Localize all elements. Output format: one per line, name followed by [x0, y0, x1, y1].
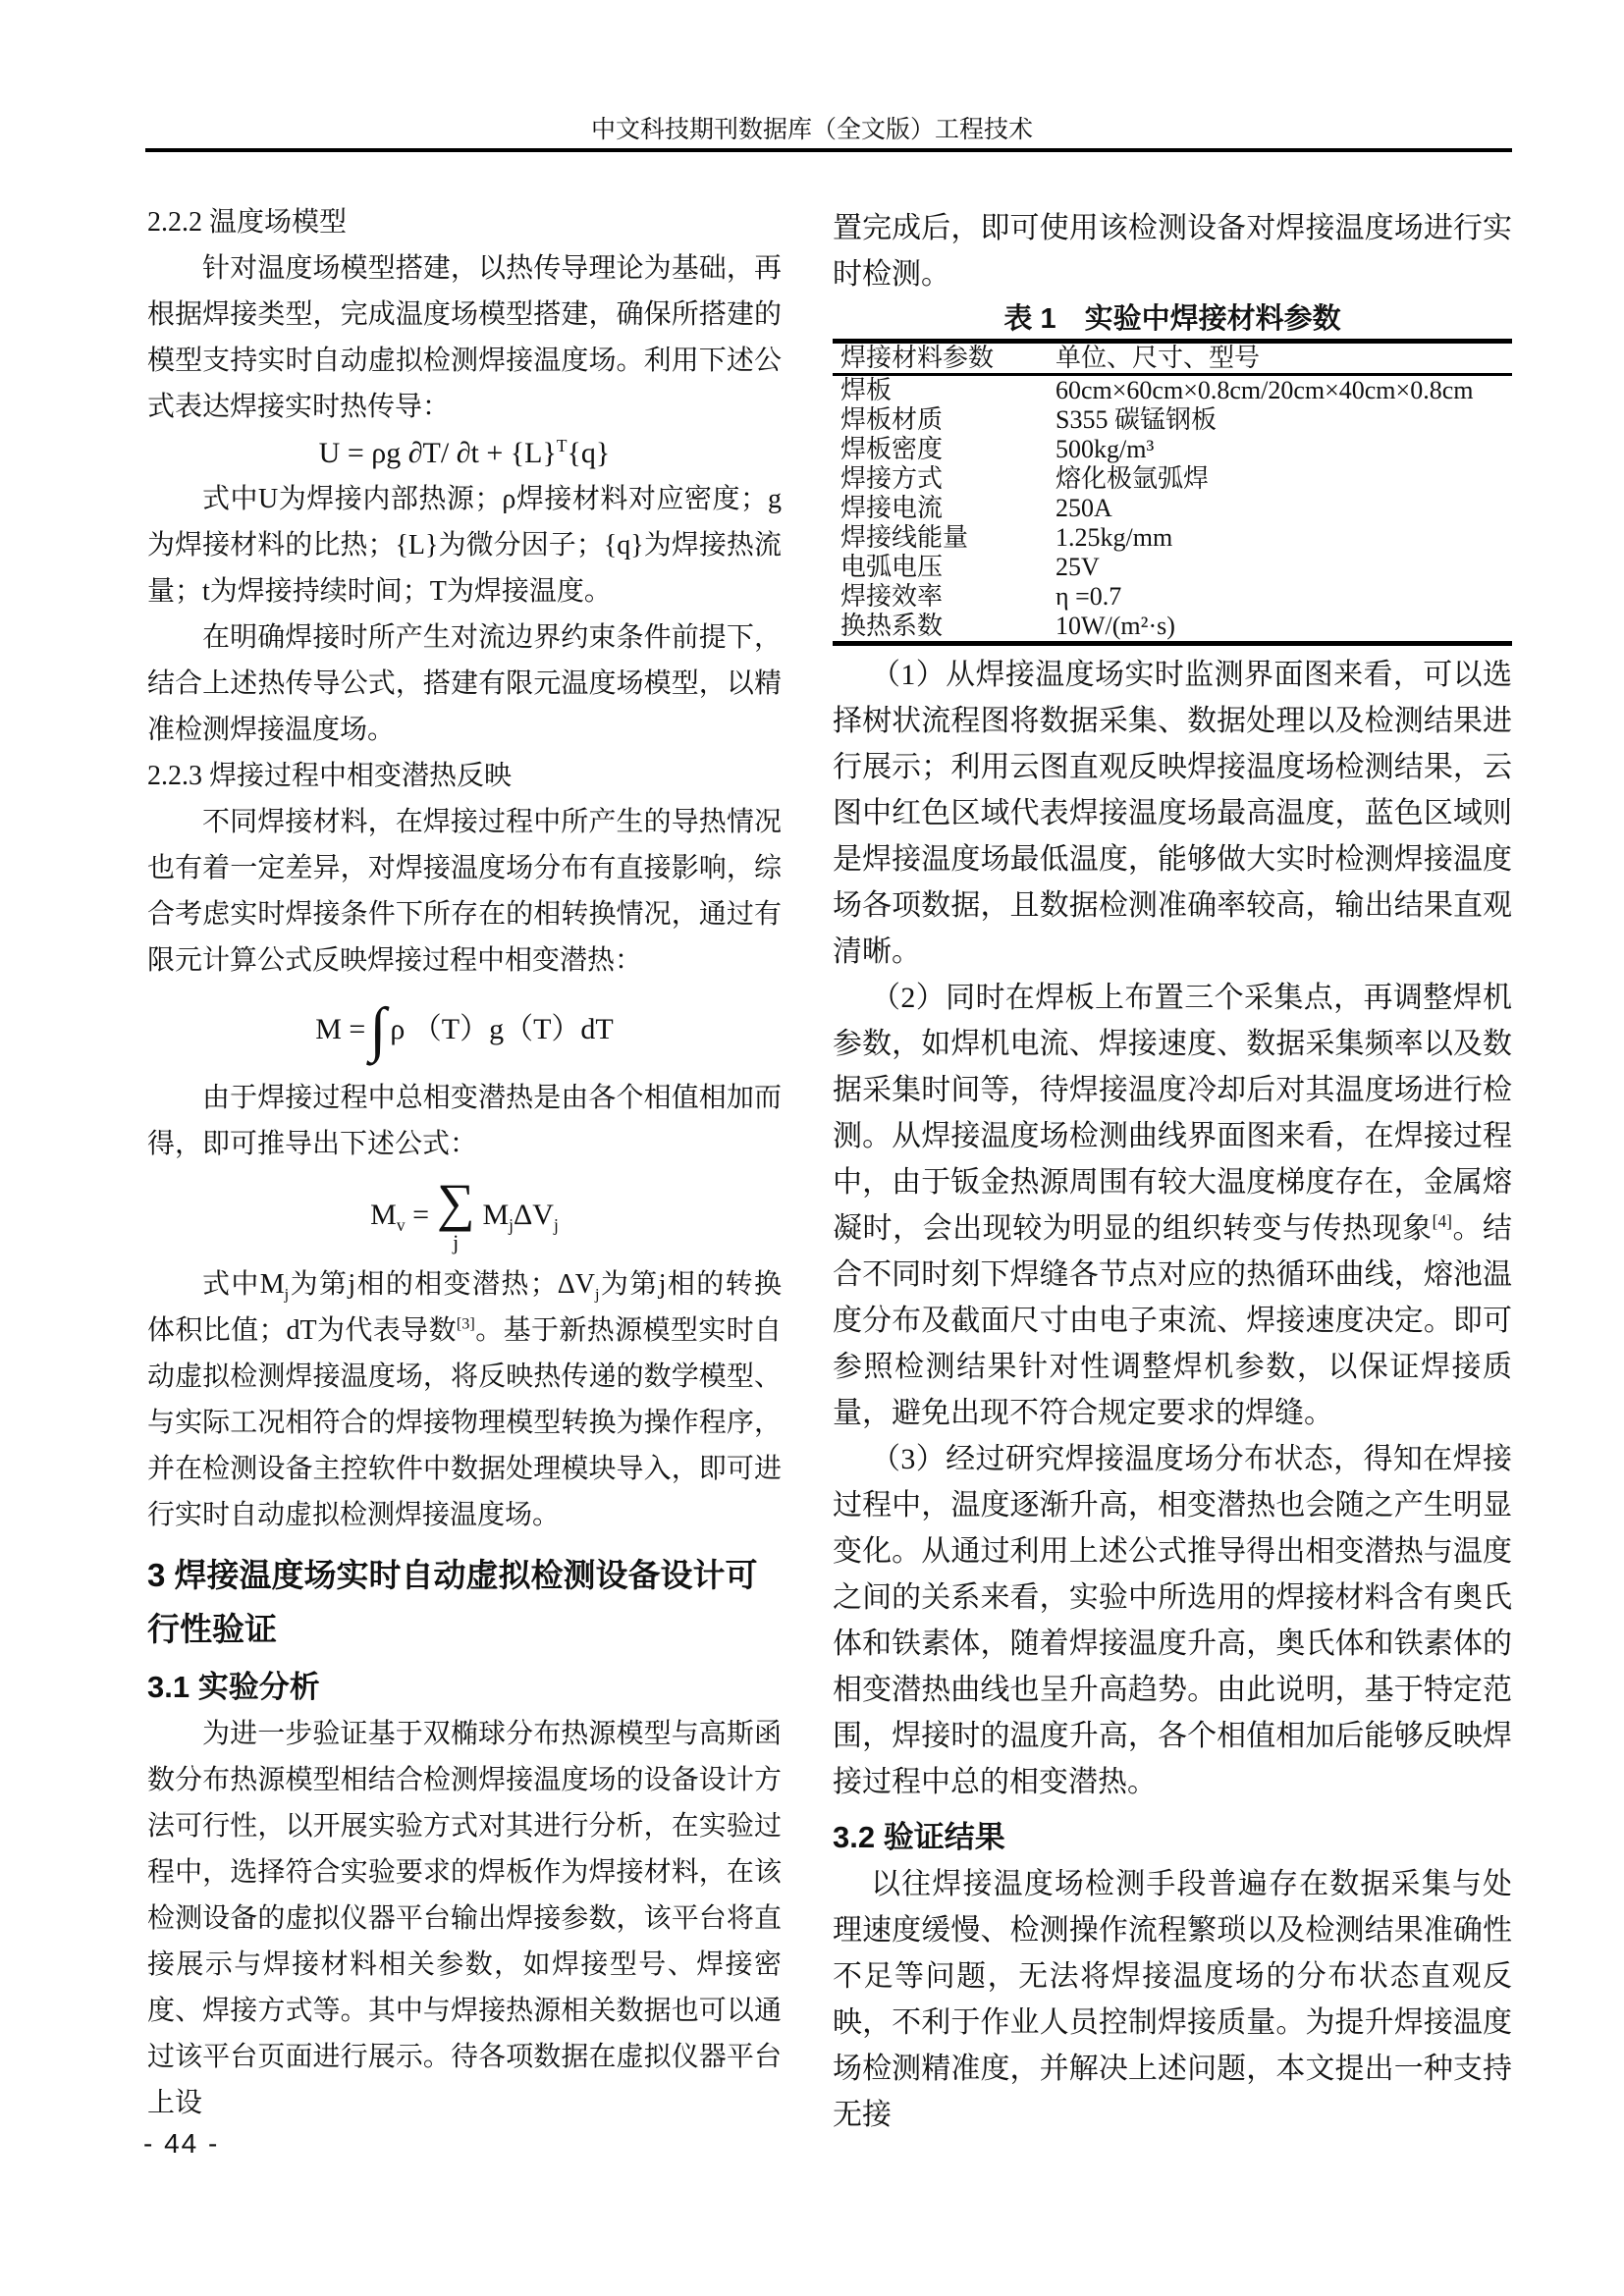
table-row	[833, 405, 1512, 435]
section-heading-3-2: 3.2 验证结果	[833, 1820, 1005, 1854]
page-number: - 44 -	[143, 2128, 220, 2159]
table-row	[833, 375, 1512, 406]
table-row	[833, 582, 1512, 612]
paragraph-temperature-model: 针对温度场模型搭建，以热传导理论为基础，再根据焊接类型，完成温度场模型搭建，确保所搭建的模型支持实时自动虚拟检测焊接温度场。利用下述公式表达焊接实时热传导：	[147, 253, 782, 422]
table-cell: 10W/(m²·s)	[1056, 612, 1175, 640]
table-cell: 焊板	[840, 376, 893, 404]
section-heading-2-2-2: 2.2.2 温度场模型	[147, 207, 348, 238]
paragraph-result-2: （2）同时在焊板上布置三个采集点，再调整焊机参数，如焊机电流、焊接速度、数据采集频率以及数据采集时间等，待焊接温度冷却后对其温度场进行检测。从焊接温度场检测曲线界面图来看，在焊接过程中，由于钣金热源周围有较大温度梯度存在，金属熔凝时，会出现较为明显的组织转变与传热现象[4]。结合不同时刻下焊缝各节点对应的热循环曲线，熔池温度分布及截面尺寸由电子束流、焊接速度决定。即可参照检测结果针对性调整焊机参数，以保证焊接质量，避免出现不符合规定要求的焊缝。	[833, 982, 1513, 1429]
paragraph-symbol-definitions: 式中U为焊接内部热源；ρ焊接材料对应密度；g为焊接材料的比热；{L}为微分因子；{q}为焊接热流量；t为焊接持续时间；T为焊接温度。	[147, 484, 782, 607]
table-title: 表 1 实验中焊接材料参数	[1003, 303, 1341, 335]
table-cell: 500kg/m³	[1056, 435, 1155, 463]
paragraph-latent-heat-intro: 不同焊接材料，在焊接过程中所产生的导热情况也有着一定差异，对焊接温度场分布有直接影响，综合考虑实时焊接条件下所存在的相转换情况，通过有限元计算公式反映焊接过程中相变潜热：	[147, 807, 782, 976]
paragraph-boundary-conditions: 在明确焊接时所产生对流边界约束条件前提下，结合上述热传导公式，搭建有限元温度场模型，以精准检测焊接温度场。	[147, 622, 782, 745]
section-heading-3-1: 3.1 实验分析	[147, 1670, 320, 1704]
paragraph-total-latent-heat: 由于焊接过程中总相变潜热是由各个相值相加而得，即可推导出下述公式：	[147, 1083, 782, 1159]
table-body	[833, 375, 1512, 644]
paragraph-phase-symbols: 式中$M_j$为第j相的相变潜热；$\Delta V_j$为第j相的转换体积比值；dT为代表导数[3]。基于新热源模型实时自动虚拟检测焊接温度场，将反映热传递的数学模型、与实际工况相符合的焊接物理模型转换为操作程序，并在检测设备主控软件中数据处理模块导入，即可进行实时自动虚拟检测焊接温度场。	[147, 1269, 783, 1530]
table-row	[833, 553, 1512, 582]
table-cell: S355 碳锰钢板	[1056, 405, 1217, 434]
table-row	[833, 464, 1512, 494]
table-cell: 焊接方式	[840, 464, 944, 493]
column-header-parameter: 焊接材料参数	[833, 342, 1056, 375]
table-cell: 焊板密度	[840, 435, 944, 463]
formula-sum-lhs: $M_v$ =	[370, 1198, 429, 1235]
table-cell: 电弧电压	[840, 553, 944, 581]
table-cell: 熔化极氩弧焊	[1056, 464, 1210, 493]
paragraph-continuation: 置完成后，即可使用该检测设备对焊接温度场进行实时检测。	[833, 212, 1512, 291]
formula-heat-conduction: U = ρg ∂T/ $\partial t + \{L\}^T\{q\}$	[318, 436, 611, 469]
formula-sum-rhs: $M_j\Delta V_j$	[482, 1198, 559, 1235]
table-cell: 焊接效率	[840, 582, 944, 611]
paragraph-result-3: （3）经过研究焊接温度场分布状态，得知在焊接过程中，温度逐渐升高，相变潜热也会随之产生明显变化。从通过利用上述公式推导得出相变潜热与温度之间的关系来看，实验中所选用的焊接材料含有奥氏体和铁素体，随着焊接温度升高，奥氏体和铁素体的相变潜热曲线也呈升高趋势。由此说明，基于特定范围，焊接时的温度升高，各个相值相加后能够反映焊接过程中总的相变潜热。	[833, 1443, 1512, 1798]
formula-latent-heat-integral: M = ∫ ρ （T）g（T）dT	[315, 995, 614, 1063]
table-cell: η =0.7	[1056, 582, 1122, 611]
table-cell: 1.25kg/mm	[1056, 523, 1173, 552]
section-heading-2-2-3: 2.2.3 焊接过程中相变潜热反映	[147, 761, 513, 791]
table-cell: 25V	[1056, 553, 1100, 581]
table-cell: 焊接线能量	[840, 523, 969, 552]
table-row	[833, 435, 1512, 464]
table-row	[833, 523, 1512, 553]
sigma-glyph: ∑	[436, 1172, 475, 1232]
table-cell: 250A	[1056, 494, 1112, 522]
right-column	[833, 205, 1512, 2138]
table-cell: 焊接电流	[840, 494, 944, 522]
left-column	[147, 199, 782, 2126]
section-heading-3: 3 焊接温度场实时自动虚拟检测设备设计可行性验证	[147, 1557, 758, 1647]
formula-latent-heat-sum	[147, 1167, 782, 1261]
paragraph-verification-result: 以往焊接温度场检测手段普遍存在数据采集与处理速度缓慢、检测操作流程繁琐以及检测结果准确性不足等问题，无法将焊接温度场的分布状态直观反映，不利于作业人员控制焊接质量。为提升焊接温度场检测精准度，并解决上述问题，本文提出一种支持无接	[833, 1868, 1512, 2131]
header-rule	[145, 148, 1512, 152]
material-parameters-table	[833, 339, 1512, 646]
table-row	[833, 494, 1512, 523]
table-row	[833, 612, 1512, 644]
sigma-symbol	[436, 1172, 475, 1255]
column-header-value: 单位、尺寸、型号	[1056, 342, 1512, 375]
paragraph-result-1: （1）从焊接温度场实时监测界面图来看，可以选择树状流程图将数据采集、数据处理以及检测结果进行展示；利用云图直观反映焊接温度场检测结果，云图中红色区域代表焊接温度场最高温度，蓝色区域则是焊接温度场最低温度，能够做大实时检测焊接温度场各项数据，且数据检测准确率较高，输出结果直观清晰。	[833, 659, 1512, 968]
paragraph-experiment-analysis: 为进一步验证基于双椭球分布热源模型与高斯函数分布热源模型相结合检测焊接温度场的设备设计方法可行性，以开展实验方式对其进行分析，在实验过程中，选择符合实验要求的焊板作为焊接材料，在该检测设备的虚拟仪器平台输出焊接参数，该平台将直接展示与焊接材料相关参数，如焊接型号、焊接密度、焊接方式等。其中与焊接热源相关数据也可以通过该平台页面进行展示。待各项数据在虚拟仪器平台上设	[147, 1719, 782, 2118]
table-cell: 焊板材质	[840, 405, 944, 434]
sigma-index: j	[453, 1229, 460, 1255]
table-cell: 换热系数	[840, 612, 944, 640]
table-cell: 60cm×60cm×0.8cm/20cm×40cm×0.8cm	[1056, 376, 1474, 404]
journal-header-title: 中文科技期刊数据库（全文版）工程技术	[590, 117, 1033, 143]
table-header-row	[833, 342, 1512, 375]
